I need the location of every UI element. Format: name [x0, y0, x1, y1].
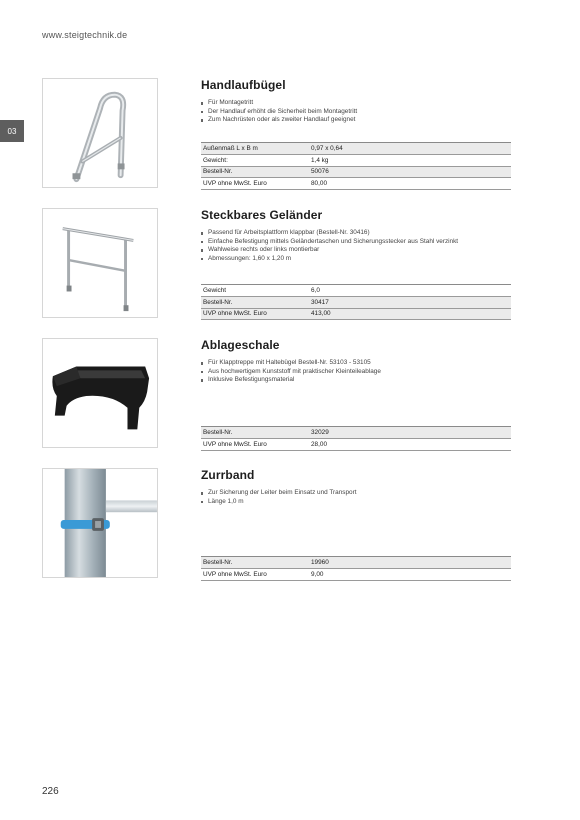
spec-row	[201, 143, 511, 155]
spec-table	[201, 284, 511, 320]
spec-row	[201, 309, 511, 321]
spec-label: Gewicht:	[203, 156, 228, 164]
site-url: www.steigtechnik.de	[42, 30, 128, 40]
feature-item: Passend für Arbeitsplattform klappbar (Bestell-Nr. 30416)	[201, 229, 511, 238]
spec-label: Gewicht	[203, 286, 227, 294]
feature-item: Zur Sicherung der Leiter beim Einsatz und Transport	[201, 489, 511, 498]
page-number: 226	[42, 786, 59, 797]
feature-item: Zum Nachrüsten oder als zweiter Handlauf geeignet	[201, 116, 511, 125]
spec-label: UVP ohne MwSt. Euro	[203, 310, 267, 318]
spec-value: 19960	[311, 558, 329, 566]
spec-value: 80,00	[311, 180, 327, 188]
feature-item: Für Montagetritt	[201, 99, 511, 108]
feature-item: Der Handlauf erhöht die Sicherheit beim Montagetritt	[201, 108, 511, 117]
product-title: Steckbares Geländer	[201, 208, 323, 222]
spec-value: 413,00	[311, 310, 331, 318]
spec-label: Außenmaß L x B m	[203, 144, 258, 152]
chapter-tab: 03	[0, 120, 24, 142]
spec-label: Bestell-Nr.	[203, 558, 233, 566]
feature-list	[201, 489, 511, 506]
tool-tray-icon	[43, 339, 157, 447]
spec-value: 0,97 x 0,64	[311, 144, 343, 152]
spec-label: Bestell-Nr.	[203, 428, 233, 436]
feature-list	[201, 229, 511, 263]
spec-table	[201, 426, 511, 451]
spec-label: UVP ohne MwSt. Euro	[203, 440, 267, 448]
feature-list	[201, 359, 511, 385]
feature-item: Für Klapptreppe mit Haltebügel Bestell-Nr. 53103 - 53105	[201, 359, 511, 368]
spec-row	[201, 167, 511, 179]
spec-row	[201, 569, 511, 581]
spec-value: 32029	[311, 428, 329, 436]
spec-row	[201, 427, 511, 439]
railing-icon	[43, 209, 157, 317]
spec-label: UVP ohne MwSt. Euro	[203, 570, 267, 578]
spec-label: UVP ohne MwSt. Euro	[203, 180, 267, 188]
feature-item: Aus hochwertigem Kunststoff mit praktischer Kleinteileablage	[201, 368, 511, 377]
feature-list	[201, 99, 511, 125]
product-title: Handlaufbügel	[201, 78, 286, 92]
handrail-bracket-icon	[43, 79, 157, 187]
spec-value: 1,4 kg	[311, 156, 329, 164]
product-title: Ablageschale	[201, 338, 280, 352]
spec-value: 28,00	[311, 440, 327, 448]
spec-row	[201, 557, 511, 569]
spec-value: 30417	[311, 298, 329, 306]
product-image	[42, 208, 158, 318]
feature-item: Länge 1,0 m	[201, 498, 511, 507]
spec-row	[201, 439, 511, 451]
spec-row	[201, 178, 511, 190]
spec-row	[201, 297, 511, 309]
feature-item: Abmessungen: 1,60 x 1,20 m	[201, 255, 511, 264]
feature-item: Inklusive Befestigungsmaterial	[201, 376, 511, 385]
spec-row	[201, 285, 511, 297]
strap-icon	[43, 469, 157, 577]
product-image	[42, 78, 158, 188]
spec-value: 6,0	[311, 286, 320, 294]
product-image	[42, 468, 158, 578]
spec-table	[201, 142, 511, 190]
spec-label: Bestell-Nr.	[203, 298, 233, 306]
spec-value: 9,00	[311, 570, 324, 578]
feature-item: Einfache Befestigung mittels Geländertaschen und Sicherungsstecker aus Stahl verzinkt	[201, 238, 511, 247]
product-title: Zurrband	[201, 468, 255, 482]
spec-value: 50076	[311, 168, 329, 176]
spec-row	[201, 155, 511, 167]
spec-label: Bestell-Nr.	[203, 168, 233, 176]
spec-table	[201, 556, 511, 581]
feature-item: Wahlweise rechts oder links montierbar	[201, 246, 511, 255]
product-image	[42, 338, 158, 448]
